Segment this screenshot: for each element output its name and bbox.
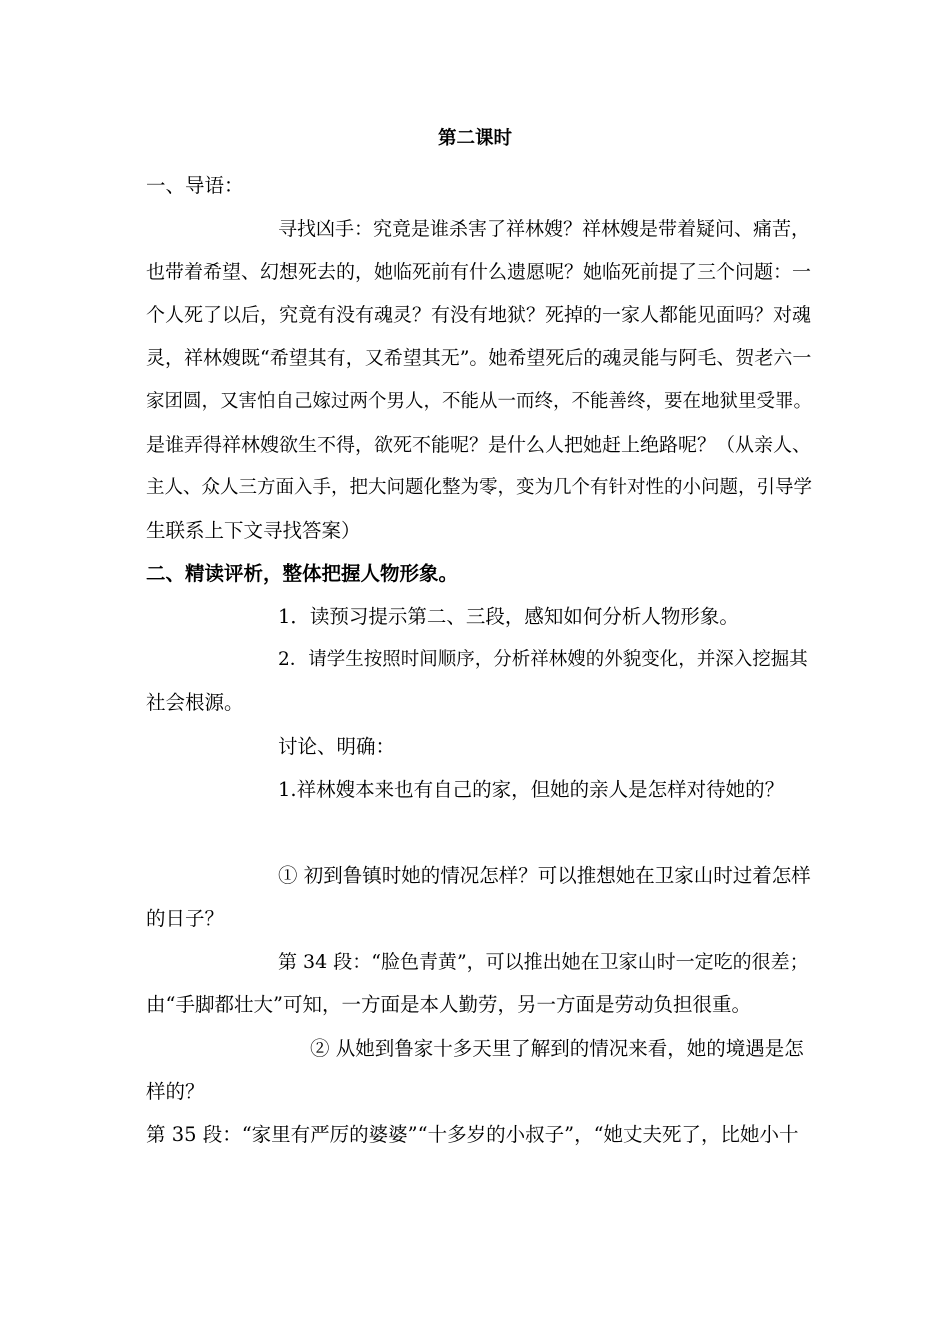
answer-line: 由“手脚都壮大”可知，一方面是本人勤劳，另一方面是劳动负担很重。 — [146, 993, 751, 1016]
sub-question: ① 初到鲁镇时她的情况怎样？可以推想她在卫家山时过着怎样 — [278, 864, 811, 887]
paragraph-line: 生联系上下文寻找答案） — [146, 519, 361, 542]
paragraph-line: 是谁弄得祥林嫂欲生不得，欲死不能呢？是什么人把她赶上绝路呢？（从亲人、 — [146, 434, 812, 456]
paragraph-line: 也带着希望、幻想死去的，她临死前有什么遗愿呢？她临死前提了三个问题：一 — [146, 261, 812, 283]
sub-question-continuation: 样的？ — [146, 1080, 205, 1103]
sub-question: ② 从她到鲁家十多天里了解到的情况来看，她的境遇是怎 — [310, 1037, 804, 1060]
section-heading-reading: 二、精读评析，整体把握人物形象。 — [146, 562, 459, 585]
paragraph-line: 主人、众人三方面入手，把大问题化整为零，变为几个有针对性的小问题，引导学 — [146, 477, 813, 498]
paragraph-line: 个人死了以后，究竟有没有魂灵？有没有地狱？死掉的一家人都能见面吗？对魂 — [146, 304, 812, 326]
paragraph-line: 家团圆，又害怕自己嫁过两个男人，不能从一而终，不能善终，要在地狱里受罪。 — [146, 391, 813, 412]
paragraph-line: 灵，祥林嫂既“希望其有，又希望其无”。她希望死后的魂灵能与阿毛、贺老六一 — [146, 347, 812, 369]
question: 1.祥林嫂本来也有自己的家，但她的亲人是怎样对待她的？ — [278, 778, 785, 801]
list-item-continuation: 社会根源。 — [146, 691, 244, 714]
answer-line: 第 34 段：“脸色青黄”，可以推出她在卫家山时一定吃的很差； — [278, 951, 809, 973]
page-title: 第二课时 — [437, 128, 512, 149]
sub-question-continuation: 的日子？ — [146, 907, 225, 930]
paragraph-line: 寻找凶手：究竟是谁杀害了祥林嫂？祥林嫂是带着疑问、痛苦， — [278, 218, 811, 240]
list-item: 1．读预习提示第二、三段，感知如何分析人物形象。 — [278, 605, 739, 628]
discussion-label: 讨论、明确： — [278, 735, 396, 758]
section-heading-intro: 一、导语： — [146, 174, 244, 197]
list-item: 2．请学生按照时间顺序，分析祥林嫂的外貌变化，并深入挖掘其 — [278, 649, 808, 670]
answer-line: 第 35 段：“家里有严厉的婆婆”“十多岁的小叔子”，“她丈夫死了，比她小十 — [146, 1123, 799, 1146]
